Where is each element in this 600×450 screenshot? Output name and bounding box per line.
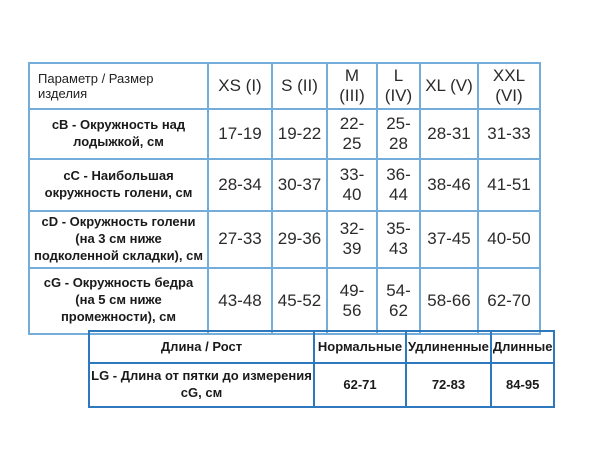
length-table-header-normal: Нормальные <box>314 331 406 363</box>
cell-value: 41-51 <box>478 159 540 211</box>
row-label-cd: cD - Окружность голени (на 3 см ниже подколенной складки), см <box>29 211 208 268</box>
cell-value: 84-95 <box>491 363 555 407</box>
table-row <box>89 363 554 407</box>
cell-value: 25-28 <box>377 109 420 159</box>
cell-value: 54-62 <box>377 268 420 334</box>
length-table-header-long: Длинные <box>491 331 555 363</box>
length-table-header-extended: Удлиненные <box>406 331 491 363</box>
cell-value: 22-25 <box>327 109 377 159</box>
cell-value: 58-66 <box>420 268 478 334</box>
cell-value: 38-46 <box>420 159 478 211</box>
cell-value: 33-40 <box>327 159 377 211</box>
size-table-header-xxl: XXL (VI) <box>478 63 540 109</box>
cell-value: 29-36 <box>272 211 327 268</box>
cell-value: 40-50 <box>478 211 540 268</box>
table-row <box>29 268 540 334</box>
cell-value: 49-56 <box>327 268 377 334</box>
size-table <box>28 62 541 335</box>
cell-value: 72-83 <box>406 363 491 407</box>
row-label-cc: cC - Наибольшая окружность голени, см <box>29 159 208 211</box>
length-table-header-param: Длина / Рост <box>89 331 314 363</box>
size-table-header-s: S (II) <box>272 63 327 109</box>
cell-value: 62-70 <box>478 268 540 334</box>
cell-value: 62-71 <box>314 363 406 407</box>
cell-value: 43-48 <box>208 268 272 334</box>
cell-value: 36-44 <box>377 159 420 211</box>
cell-value: 31-33 <box>478 109 540 159</box>
cell-value: 30-37 <box>272 159 327 211</box>
length-table-header-row <box>89 331 554 363</box>
cell-value: 28-31 <box>420 109 478 159</box>
size-table-header-xl: XL (V) <box>420 63 478 109</box>
cell-value: 19-22 <box>272 109 327 159</box>
size-table-header-param: Параметр / Размер изделия <box>29 63 208 109</box>
length-table <box>88 330 555 408</box>
row-label-cg: cG - Окружность бедра (на 5 см ниже промежности), см <box>29 268 208 334</box>
cell-value: 32-39 <box>327 211 377 268</box>
row-label-cb: cB - Окружность над лодыжкой, см <box>29 109 208 159</box>
cell-value: 37-45 <box>420 211 478 268</box>
cell-value: 28-34 <box>208 159 272 211</box>
table-row <box>29 211 540 268</box>
cell-value: 27-33 <box>208 211 272 268</box>
cell-value: 45-52 <box>272 268 327 334</box>
row-label-lg: LG - Длина от пятки до измерения cG, см <box>89 363 314 407</box>
size-table-header-row <box>29 63 540 109</box>
size-table-header-l: L (IV) <box>377 63 420 109</box>
size-table-header-m: M (III) <box>327 63 377 109</box>
table-row <box>29 109 540 159</box>
size-table-header-xs: XS (I) <box>208 63 272 109</box>
cell-value: 35-43 <box>377 211 420 268</box>
cell-value: 17-19 <box>208 109 272 159</box>
table-row <box>29 159 540 211</box>
